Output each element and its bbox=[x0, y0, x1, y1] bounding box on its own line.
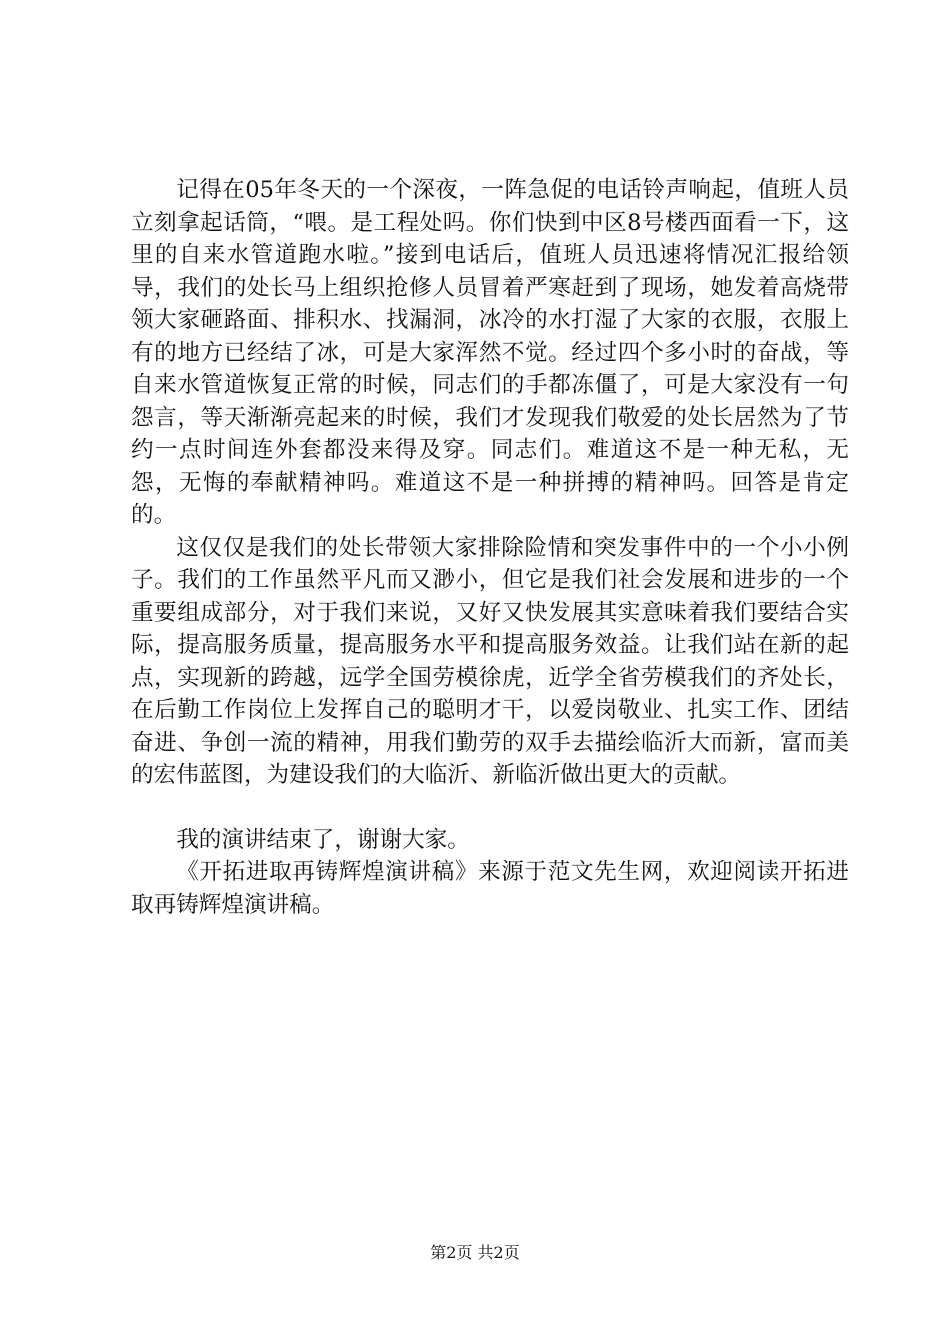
document-body bbox=[131, 174, 849, 921]
page-number-label: 第2页 共2页 bbox=[430, 1243, 520, 1262]
paragraph-reflection: 这仅仅是我们的处长带领大家排除险情和突发事件中的一个小小例子。我们的工作虽然平凡而又渺小，但它是我们社会发展和进步的一个重要组成部分，对于我们来说，又好又快发展其实意味着我们要结合实际，提高服务质量，提高服务水平和提高服务效益。让我们站在新的起点，实现新的跨越，远学全国劳模徐虎，近学全省劳模我们的齐处长，在后勤工作岗位上发挥自己的聪明才干，以爱岗敬业、扎实工作、团结奋进、争创一流的精神，用我们勤劳的双手去描绘临沂大而新，富而美的宏伟蓝图，为建设我们的大临沂、新临沂做出更大的贡献。 bbox=[131, 534, 849, 788]
page-footer bbox=[0, 1243, 950, 1263]
paragraph-source-note: 《开拓进取再铸辉煌演讲稿》来源于范文先生网，欢迎阅读开拓进取再铸辉煌演讲稿。 bbox=[131, 859, 849, 918]
paragraph-closing: 我的演讲结束了，谢谢大家。 bbox=[176, 826, 470, 853]
paragraph-story: 记得在05年冬天的一个深夜，一阵急促的电话铃声响起，值班人员立刻拿起话筒，“喂。是工程处吗。你们快到中区8号楼西面看一下，这里的自来水管道跑水啦。”接到电话后，值班人员迅速将情况汇报给领导，我们的处长马上组织抢修人员冒着严寒赶到了现场，她发着高烧带领大家砸路面、排积水、找漏洞，冰冷的水打湿了大家的衣服，衣服上有的地方已经结了冰，可是大家浑然不觉。经过四个多小时的奋战，等自来水管道恢复正常的时候，同志们的手都冻僵了，可是大家没有一句怨言，等天渐渐亮起来的时候，我们才发现我们敬爱的处长居然为了节约一点时间连外套都没来得及穿。同志们。难道这不是一种无私，无怨，无悔的奉献精神吗。难道这不是一种拼搏的精神吗。回答是肯定的。 bbox=[131, 177, 849, 528]
